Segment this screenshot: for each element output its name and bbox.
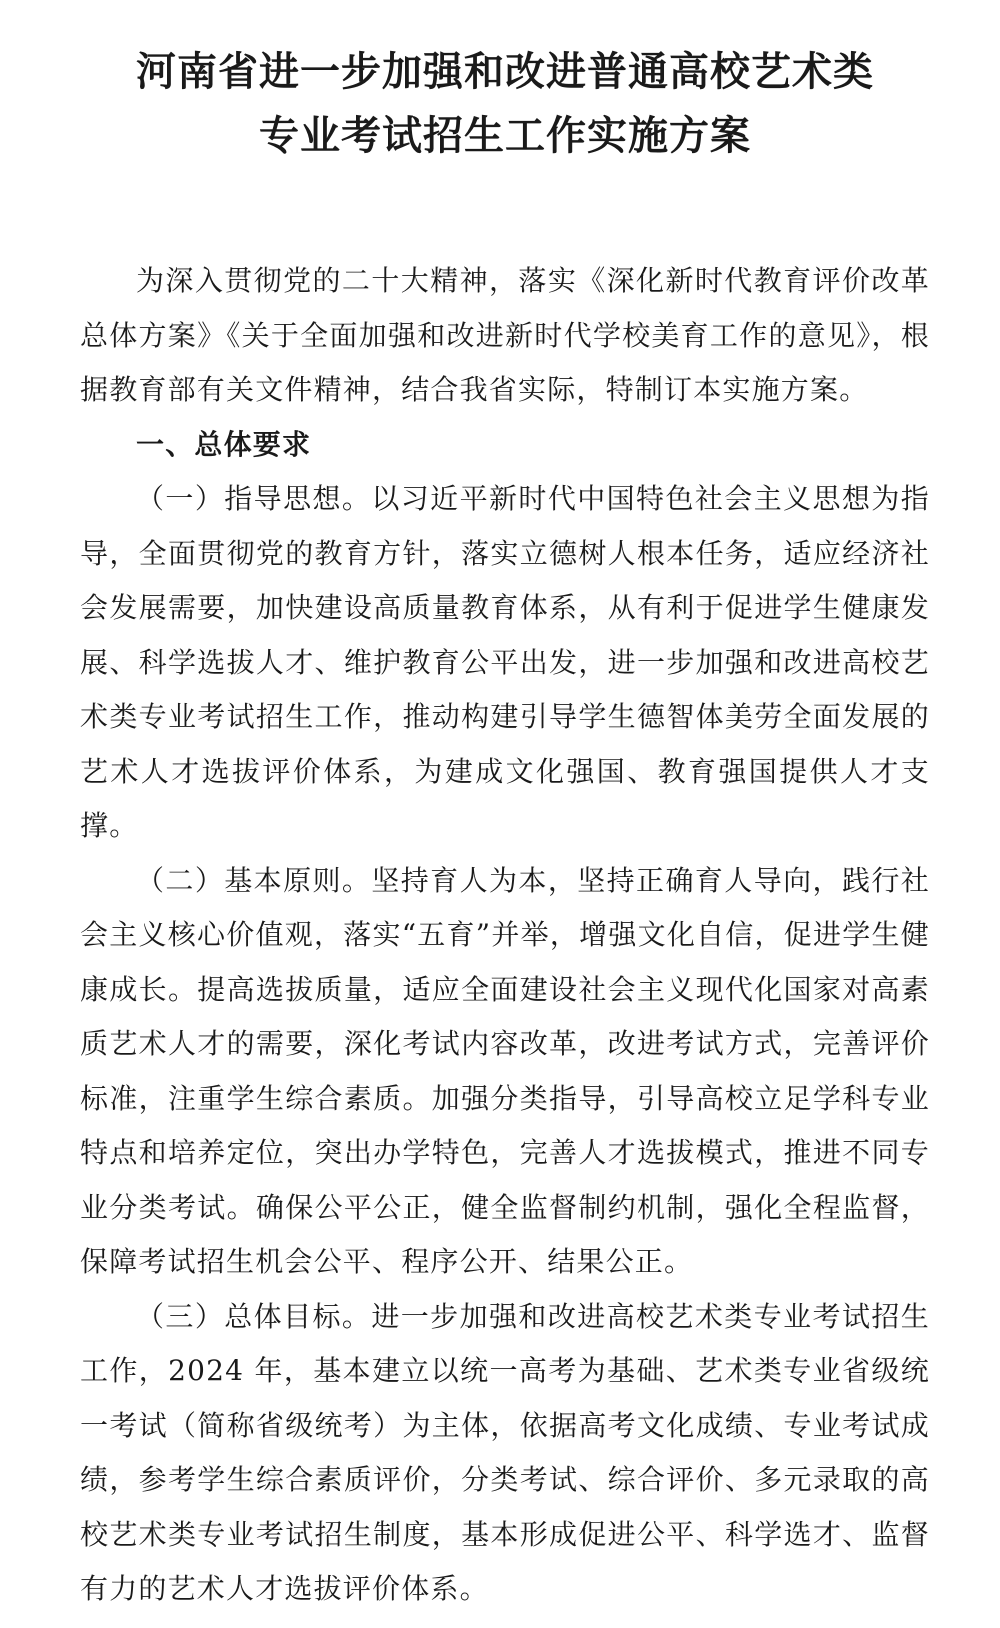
paragraph-overall-goal bbox=[80, 1290, 930, 1617]
section-heading-1 bbox=[80, 418, 930, 473]
title-line-2: 专业考试招生工作实施方案 bbox=[259, 112, 751, 159]
document-body bbox=[80, 254, 930, 1617]
paragraph-guiding-ideology bbox=[80, 472, 930, 854]
intro-paragraph: 为深入贯彻党的二十大精神，落实《深化新时代教育评价改革总体方案》《关于全面加强和改进新时代学校美育工作的意见》，根据教育部有关文件精神，结合我省实际，特制订本实施方案。 bbox=[80, 264, 930, 406]
paragraph-lead: （二）基本原则。 bbox=[136, 863, 372, 897]
paragraph-basic-principles bbox=[80, 854, 930, 1290]
paragraph-text: 坚持育人为本，坚持正确育人导向，践行社会主义核心价值观，落实“五育”并举，增强文化自信，促进学生健康成长。提高选拔质量，适应全面建设社会主义现代化国家对高素质艺术人才的需要，深化考试内容改革，改进考试方式，完善评价标准，注重学生综合素质。加强分类指导，引导高校立足学科专业特点和培养定位，突出办学特色，完善人才选拔模式，推进不同专业分类考试。确保公平公正，健全监督制约机制，强化全程监督，保障考试招生机会公平、程序公开、结果公正。 bbox=[80, 863, 930, 1278]
document-title bbox=[80, 0, 930, 168]
paragraph-lead: （三）总体目标。 bbox=[136, 1299, 372, 1333]
paragraph-lead: （一）指导思想。 bbox=[136, 482, 372, 515]
title-line-1: 河南省进一步加强和改进普通高校艺术类 bbox=[136, 48, 874, 95]
section-heading-text: 一、总体要求 bbox=[136, 427, 312, 461]
paragraph-text: 以习近平新时代中国特色社会主义思想为指导，全面贯彻党的教育方针，落实立德树人根本任务，适应经济社会发展需要，加快建设高质量教育体系，从有利于促进学生健康发展、科学选拔人才、维护教育公平出发，进一步加强和改进高校艺术类专业考试招生工作，推动构建引导学生德智体美劳全面发展的艺术人才选拔评价体系，为建成文化强国、教育强国提供人才支撑。 bbox=[80, 482, 930, 842]
paragraph-text: 进一步加强和改进高校艺术类专业考试招生工作，2024 年，基本建立以统一高考为基础、艺术类专业省级统一考试（简称省级统考）为主体，依据高考文化成绩、专业考试成绩，参考学生综合素质评价，分类考试、综合评价、多元录取的高校艺术类专业考试招生制度，基本形成促进公平、科学选才、监督有力的艺术人才选拔评价体系。 bbox=[80, 1299, 930, 1605]
